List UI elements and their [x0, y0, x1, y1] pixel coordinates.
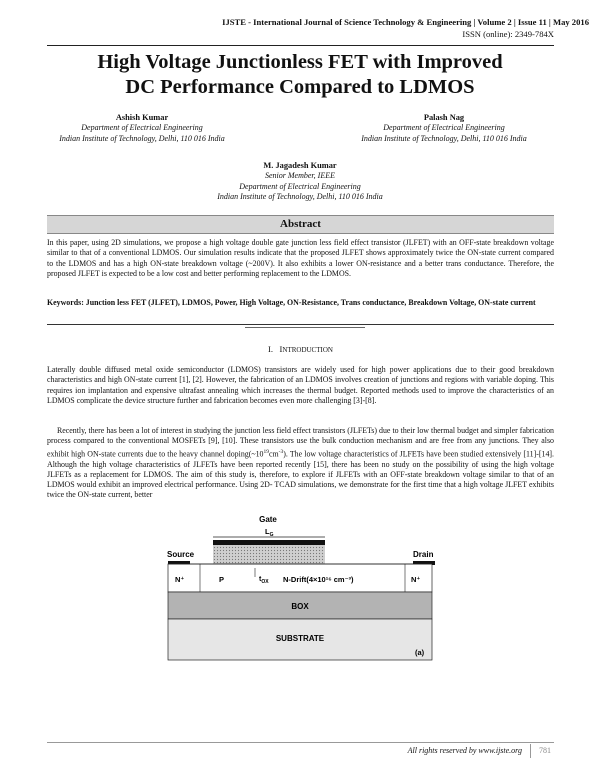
- author-dept: Department of Electrical Engineering: [81, 123, 203, 133]
- keywords: Keywords: Junction less FET (JLFET), LDMOS, Power, High Voltage, ON-Resistance, Trans conductance, Breakdown Voltage, ON-state current: [47, 298, 536, 307]
- author-inst: Indian Institute of Technology, Delhi, 110 016 India: [217, 192, 383, 202]
- n-plus-source: N⁺: [175, 575, 185, 584]
- drain-label: Drain: [413, 550, 434, 559]
- author-3: [190, 161, 410, 203]
- gate-oxide: [213, 545, 325, 564]
- top-gate-electrode: [213, 540, 325, 545]
- title-line-1: High Voltage Junctionless FET with Improved: [97, 51, 503, 73]
- section-title-rest: NTRODUCTION: [282, 346, 333, 354]
- section-heading: [47, 344, 554, 354]
- page-number: 781: [530, 744, 559, 758]
- footer-rights: All rights reserved by www.ijste.org: [407, 746, 522, 755]
- para2-sup-2: -3: [278, 448, 284, 455]
- box-label: BOX: [291, 602, 309, 611]
- substrate-label: SUBSTRATE: [275, 634, 325, 643]
- n-plus-drain: N⁺: [411, 575, 421, 584]
- device-structure-figure: [165, 513, 435, 663]
- source-label: Source: [167, 550, 195, 559]
- author-role: Senior Member, IEEE: [265, 171, 335, 181]
- panel-label: (a): [415, 648, 425, 657]
- section-rule: [47, 324, 554, 325]
- section-number: I.: [268, 344, 274, 354]
- author-inst: Indian Institute of Technology, Delhi, 110 016 India: [59, 133, 225, 143]
- para2-sup-1: 19: [263, 448, 269, 455]
- author-name: Palash Nag: [423, 113, 465, 122]
- section-initial: I: [279, 344, 283, 354]
- author-dept: Department of Electrical Engineering: [239, 181, 361, 191]
- lg-label: $L_G$: [265, 527, 274, 538]
- author-dept: Department of Electrical Engineering: [383, 123, 505, 133]
- issn-text: ISSN (online): 2349-784X: [462, 29, 554, 39]
- footer-rule: [47, 742, 554, 743]
- n-drift-region: N-Drift(4×10¹⁶ cm⁻³): [283, 575, 354, 584]
- author-name: M. Jagadesh Kumar: [263, 161, 337, 170]
- para2-part-c: ). The low voltage characteristics of JLFETs have been studied extensively [11]-[14]. Although the high voltage characteristics of JLFETs have been reported recently [15], there has been no study on the possibility of using the high voltage JLFETs as a replacement for LDMOS. The aim of this study is, therefore, to explore if JLFETs with an OFF-state breakdown voltage similar to that of an LDMOS would exhibit an improved electrical performance. Using 2D- TCAD simulations, we demonstrate for the first time that a high voltage JLFET exhibits twice the ON-state current, better: [47, 449, 554, 500]
- p-region: P: [219, 575, 225, 584]
- author-1: [47, 113, 237, 144]
- paper-title: [40, 50, 560, 100]
- section-rule-short: [245, 327, 365, 328]
- author-2: [340, 113, 548, 144]
- intro-paragraph-2: [47, 426, 554, 501]
- para2-part-a: Recently, there has been a lot of interest in studying the junction less field effect transistors (JLFETs) due to their low thermal budget and simpler fabrication process compared to the conventional MOSFETs [9], [10]. These transistors use the bulk conduction mechanism and are free from any junctions. They also exhibit high ON-state currents due to the heavy channel doping(~10: [47, 426, 554, 459]
- header-rule: [47, 45, 554, 46]
- journal-header: IJSTE - International Journal of Science Technology & Engineering | Volume 2 | Issue 11 | May 2016: [222, 17, 589, 27]
- intro-paragraph-1: Laterally double diffused metal oxide semiconductor (LDMOS) transistors are widely used for high power applications due to their good breakdown characteristics and high ON-state current [1], [2]. However, the fabrication of an LDMOS involves creation of junctions and regions with variable doping. This requires ion implantation and expensive ultrafast annealing which increases the thermal budget. Reported methods used to improve the characteristics of an LDMOS complicate the device structure further and fabrication becomes even more challenging [3]-[8].: [47, 365, 554, 405]
- author-name: Ashish Kumar: [115, 113, 169, 122]
- title-line-2: DC Performance Compared to LDMOS: [125, 76, 475, 98]
- abstract-text: In this paper, using 2D simulations, we propose a high voltage double gate junction less field effect transistor (JLFET) with an OFF-state breakdown voltage similar to that of a conventional LDMOS. Our simulation results indicate that the proposed JLFET shows approximately twice the ON-state current compared to the LDMOS and has a high ON-state breakdown voltage (~200V). It also exhibits a lower ON-resistance and a better trans conductance. Therefore, the proposed JLFET is expected to be a low cost and better performing replacement to the LDMOS.: [47, 238, 554, 278]
- author-inst: Indian Institute of Technology, Delhi, 110 016 India: [361, 133, 527, 143]
- abstract-heading: Abstract: [47, 215, 554, 234]
- para2-part-b: cm: [269, 449, 279, 459]
- tox-label: $t_{OX}$: [259, 576, 269, 585]
- gate-label: Gate: [259, 515, 277, 524]
